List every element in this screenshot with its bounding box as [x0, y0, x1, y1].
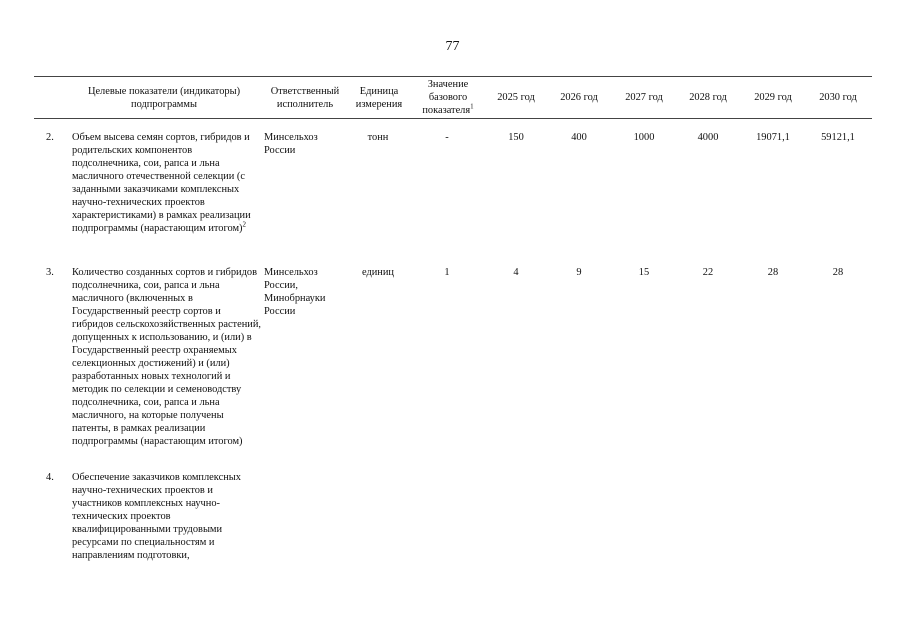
header-year-2026: 2026 год: [560, 92, 598, 103]
footnote-mark: 1: [470, 102, 474, 111]
header-year-2029: 2029 год: [754, 92, 792, 103]
row-description-text: Объем высева семян сортов, гибридов и родительских компонентов подсолнечника, сои, рапса и льна масличного отечественной селекции (с заданными заказчиками комплексных научно-технических проектов характеристиками) в рамках реализации подпрограммы (нарастающим итогом): [72, 132, 251, 234]
row-value-2026: 400: [571, 132, 587, 143]
row-number: 4.: [46, 472, 54, 483]
row-value-2028: 22: [702, 267, 714, 278]
header-year-2028: 2028 год: [689, 92, 727, 103]
row-description: Обеспечение заказчиков комплексных научно-технических проектов и участников комплексных научно-технических проектов квалифицированными трудовыми ресурсами по специальностям и направлениям подготовки,: [72, 472, 241, 561]
row-value-2030: 59121,1: [821, 132, 855, 143]
page-number: 77: [445, 39, 460, 54]
header-base-value: [412, 77, 484, 118]
header-year-2030: 2030 год: [819, 92, 857, 103]
row-description: Количество созданных сортов и гибридов подсолнечника, сои, рапса и льна масличного (включенных в Государственный реестр сортов и гибридов сельскохозяйственных растений, допущенных к использованию, и (или) в Государственный реестр охраняемых селекционных достижений) и (или) разработанных новых технологий и методик по селекции и семеноводству подсолнечника, сои, рапса и льна масличного, на которые получены патенты, в рамках реализации подпрограммы (нарастающим итогом): [72, 267, 261, 447]
row-value-2027: 1000: [633, 132, 655, 143]
row-description: [72, 131, 262, 235]
row-value-2025: 4: [513, 267, 519, 278]
row-value-2030: 28: [832, 267, 844, 278]
row-unit: единиц: [361, 267, 394, 278]
row-responsible: Минсельхоз России: [264, 132, 318, 156]
row-number: 3.: [46, 267, 54, 278]
header-unit: Единица измерения: [355, 85, 403, 110]
row-value-2025: 150: [508, 132, 524, 143]
table-row: [34, 471, 872, 571]
header-year-2027: 2027 год: [625, 92, 663, 103]
header-indicators: Целевые показатели (индикаторы) подпрограммы: [87, 85, 241, 110]
row-number: 2.: [46, 132, 54, 143]
row-value-2028: 4000: [697, 132, 719, 143]
header-year-2025: 2025 год: [497, 92, 535, 103]
table-header: [34, 76, 872, 119]
row-value-2029: 19071,1: [756, 132, 790, 143]
row-responsible: Минсельхоз России, Минобрнауки России: [264, 267, 326, 317]
row-base-value: -: [445, 132, 449, 143]
row-base-value: 1: [444, 267, 450, 278]
table-row: [34, 131, 872, 266]
table-row: [34, 266, 872, 471]
row-value-2026: 9: [576, 267, 582, 278]
row-unit: тонн: [367, 132, 389, 143]
row-value-2027: 15: [638, 267, 650, 278]
header-responsible: Ответственный исполнитель: [270, 85, 340, 110]
row-value-2029: 28: [767, 267, 779, 278]
indicators-table: [34, 76, 872, 571]
footnote-mark: 2: [242, 220, 247, 229]
header-base-value-text: Значение базового показателя: [422, 79, 471, 116]
